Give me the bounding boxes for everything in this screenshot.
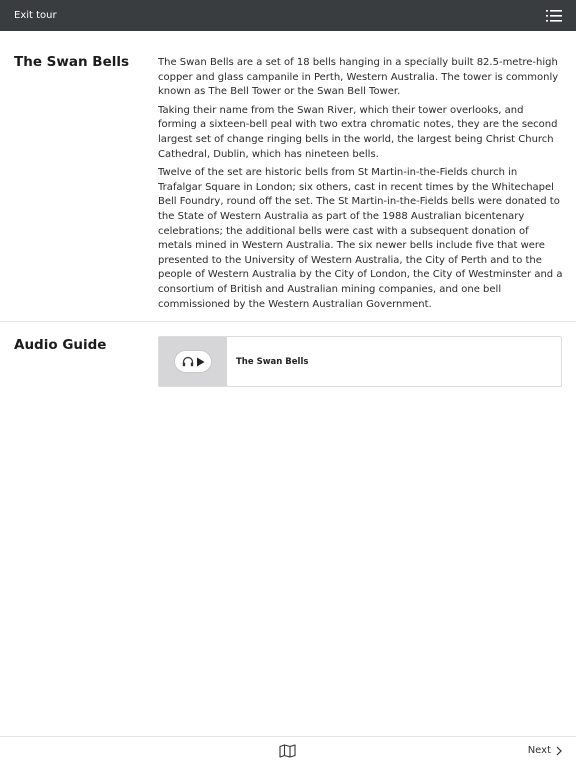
list-menu-icon[interactable] [546, 9, 562, 23]
exit-tour-button[interactable]: Exit tour [14, 10, 57, 21]
map-icon[interactable] [279, 744, 296, 758]
audio-guide-item[interactable] [158, 336, 562, 387]
section-title-audio: Audio Guide [14, 337, 107, 353]
next-button[interactable] [528, 745, 562, 756]
audio-play-control[interactable] [174, 350, 212, 373]
paragraph: The Swan Bells are a set of 18 bells hanging in a specially built 82.5-metre-high copper and glass campanile in Perth, Western Australia. The tower is commonly known as The Bell Tower or the Swan Bell Tower. [158, 57, 559, 98]
bottom-bar [0, 736, 576, 768]
paragraph: Taking their name from the Swan River, which their tower overlooks, and forming a sixteen-bell peal with two extra chromatic notes, they are the second largest set of change ringing bells in the world, the largest being Christ Church Cathedral, Dublin, which has nineteen bells. [158, 104, 558, 160]
chevron-right-icon [556, 746, 562, 756]
audio-thumbnail [159, 337, 227, 386]
section-title-about: The Swan Bells [14, 54, 130, 70]
next-label: Next [527, 745, 551, 756]
paragraph: Twelve of the set are historic bells from St Martin-in-the-Fields church in Trafalgar Square in London; six others, cast in recent times by the Whitechapel Bell Foundry, round off the set. The St Martin-in-the-Fields bells were donated to the State of Western Australia as part of the 1988 Australian bicentenary celebrations; the additional bells were cast with a subsequent donation of metals mined in Western Australia. The six newer bells include five that were presented to the University of Western Australia, the City of Perth and to the people of Western Australia by the City of London, the City of Westminster and a consortium of British and Australian mining companies, and one bell commissioned by the Western Australian Government. [158, 167, 563, 310]
top-bar [0, 0, 576, 31]
headphones-icon [182, 356, 194, 367]
play-icon [196, 357, 205, 367]
audio-item-title: The Swan Bells [236, 356, 309, 367]
about-section [0, 31, 576, 322]
about-text [158, 56, 564, 316]
audio-guide-section [0, 322, 576, 736]
